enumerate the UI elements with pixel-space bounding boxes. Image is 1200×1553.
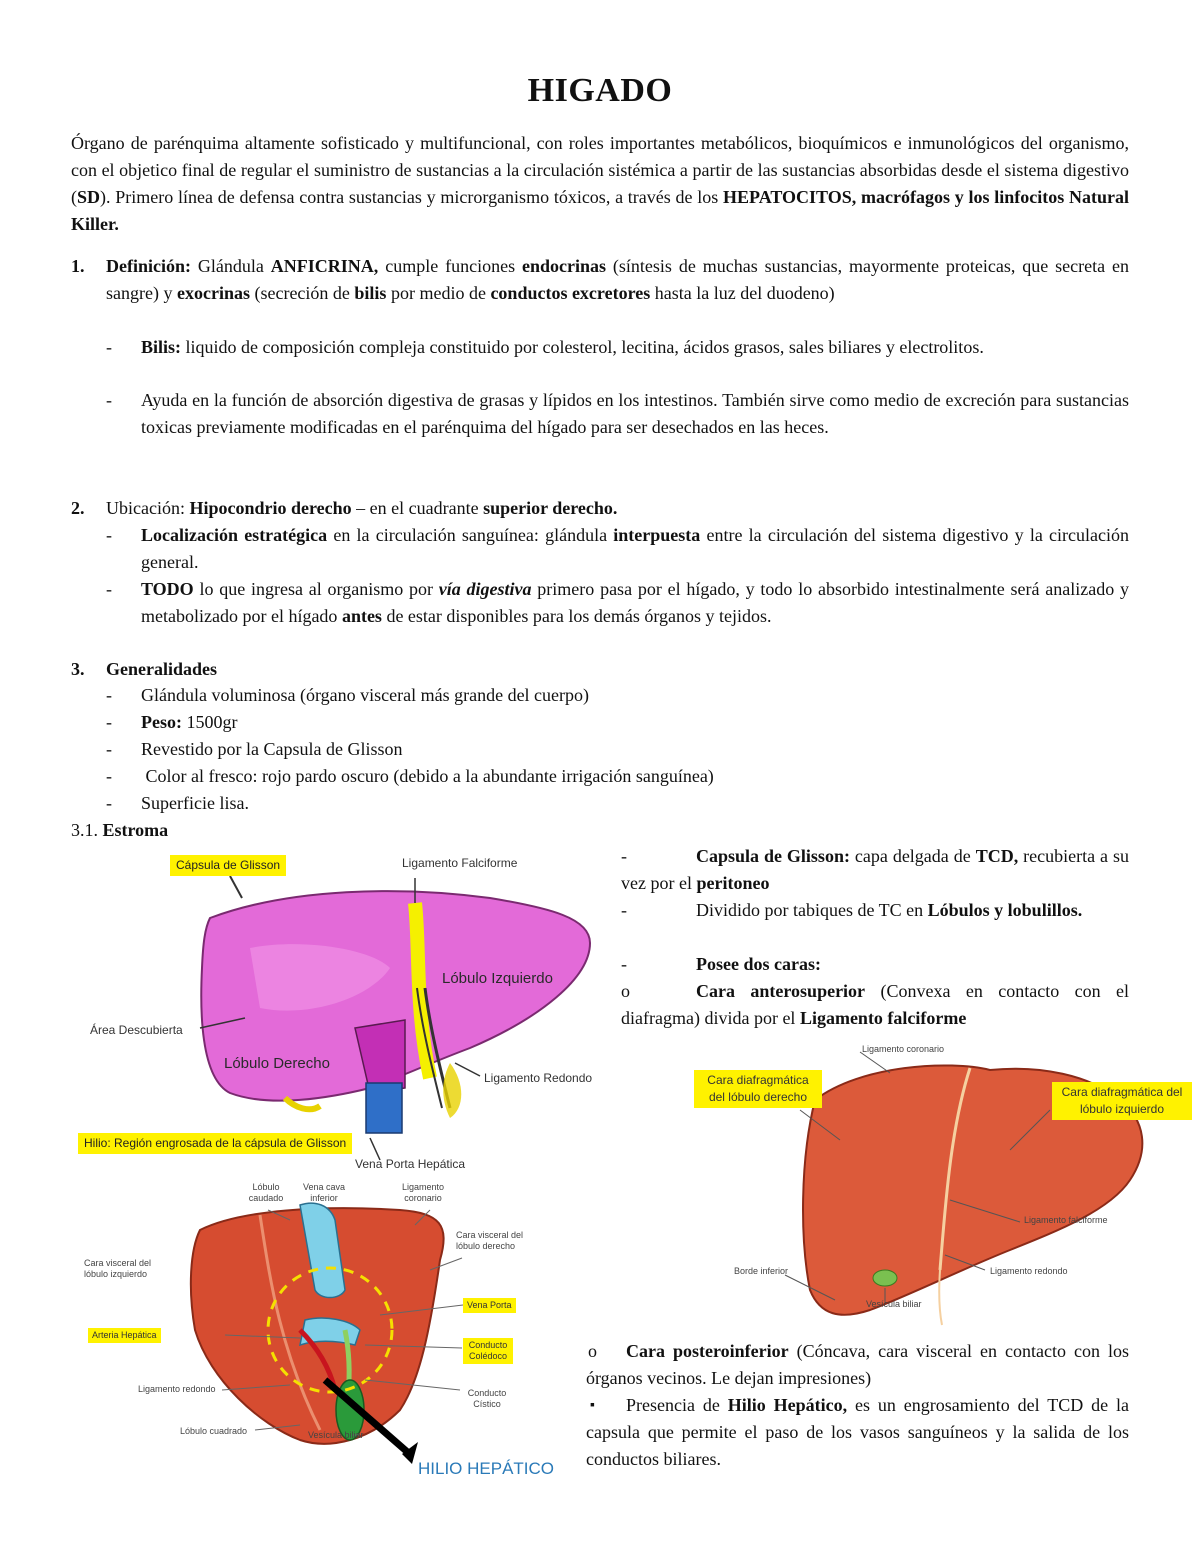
- label-ligamento-redondo-3: Ligamento redondo: [990, 1266, 1068, 1276]
- label-lobulo-izquierdo: Lóbulo Izquierdo: [442, 970, 553, 987]
- label-vena-porta: Vena Porta: [463, 1298, 516, 1313]
- right-dividido: Dividido por tabiques de TC en Lóbulos y lobulillos.: [696, 900, 1083, 920]
- right-cara-anterosuperior: Cara anterosuperior (Convexa en contacto con el diafragma) divida por el Ligamento falciforme: [621, 981, 1129, 1028]
- portal-vein-lower: [366, 1083, 402, 1133]
- label-vena-cava-inferior: Vena cava inferior: [302, 1182, 346, 1203]
- bullet-o: o: [588, 1341, 597, 1361]
- gallbladder-3: [873, 1270, 897, 1286]
- section-3-bullet-3: Revestido por la Capsula de Glisson: [141, 739, 403, 759]
- label-hilio-region: Hilio: Región engrosada de la cápsula de Glisson: [78, 1133, 352, 1154]
- section-1-bullet-bilis: Bilis: liquido de composición compleja constituido por colesterol, lecitina, ácidos grasos, sales biliares y electrolitos.: [141, 337, 984, 357]
- right-hilio-hepatico: Presencia de Hilio Hepático, es un engrosamiento del TCD de la capsula que permite el paso de los vasos sanguíneos y la salida de los conductos biliares.: [586, 1395, 1129, 1469]
- label-arteria-hepatica: Arteria Hepática: [88, 1328, 161, 1343]
- bullet-dash: -: [621, 846, 627, 866]
- bullet-dash: -: [106, 390, 112, 410]
- label-lobulo-cuadrado: Lóbulo cuadrado: [180, 1426, 248, 1436]
- right-dos-caras: Posee dos caras:: [696, 954, 821, 974]
- intro-paragraph: Órgano de parénquima altamente sofisticado y multifuncional, con roles importantes metabólicos, bioquímicos e inmunológicos del organismo, con el objetico final de regular el suministro de sustancias a la circulación sistémica a partir de las sustancias absorbidas desde el sistema digestivo (SD). Primero línea de defensa contra sustancias y microrganismo tóxicos, a través de los HEPATOCITOS, macrófagos y los linfocitos Natural Killer.: [71, 133, 1129, 234]
- bullet-dash: -: [106, 712, 112, 732]
- label-lobulo-derecho: Lóbulo Derecho: [224, 1055, 330, 1072]
- section-2-bullet-localizacion: Localización estratégica en la circulación sanguínea: glándula interpuesta entre la circulación del sistema digestivo y la circulación general.: [141, 525, 1130, 572]
- bullet-o: o: [621, 981, 630, 1001]
- label-ligamento-falciforme-3: Ligamento falciforme: [1024, 1215, 1108, 1225]
- bullet-dash: -: [106, 739, 112, 759]
- label-conducto-coledoco: Conducto Colédoco: [463, 1338, 513, 1364]
- label-borde-inferior: Borde inferior: [734, 1266, 789, 1276]
- section-2-bullet-todo: TODO lo que ingresa al organismo por vía digestiva primero pasa por el hígado, y todo lo absorbido intestinalmente será analizado y metabolizado por el hígado antes de estar disponibles para los demás órganos y tejidos.: [141, 579, 1129, 626]
- bullet-dash: -: [106, 579, 112, 599]
- right-capsula-glisson: Capsula de Glisson: capa delgada de TCD, recubierta a su vez por el peritoneo: [621, 846, 1129, 893]
- bullet-dash: -: [106, 793, 112, 813]
- label-ligamento-coronario-3: Ligamento coronario: [861, 1044, 945, 1054]
- label-cara-diafragmatica-izquierdo: Cara diafragmática del lóbulo izquierdo: [1052, 1082, 1192, 1120]
- label-capsula-glisson: Cápsula de Glisson: [170, 855, 286, 876]
- label-ligamento-coronario-2: Ligamento coronario: [401, 1182, 445, 1203]
- label-cara-diafragmatica-derecho: Cara diafragmática del lóbulo derecho: [694, 1070, 822, 1108]
- label-ligamento-falciforme: Ligamento Falciforme: [402, 856, 518, 870]
- bullet-square: ▪: [590, 1398, 595, 1413]
- section-3-bullet-4: Color al fresco: rojo pardo oscuro (debido a la abundante irrigación sanguínea): [141, 766, 714, 786]
- bullet-dash: -: [106, 337, 112, 357]
- label-conducto-cistico: Conducto Cístico: [467, 1388, 507, 1409]
- bullet-dash: -: [106, 766, 112, 786]
- label-ligamento-redondo-2: Ligamento redondo: [138, 1384, 216, 1394]
- label-vesicula-biliar-3: Vesícula biliar: [866, 1299, 922, 1309]
- label-cara-visceral-izquierdo: Cara visceral del lóbulo izquierdo: [84, 1258, 152, 1279]
- right-cara-posteroinferior: Cara posteroinferior (Cóncava, cara visceral en contacto con los órganos vecinos. Le dejan impresiones): [586, 1341, 1129, 1388]
- section-3-bullet-5: Superficie lisa.: [141, 793, 249, 813]
- section-1-definition: Definición: Glándula ANFICRINA, cumple funciones endocrinas (síntesis de muchas sustancias, mayormente proteicas, que secreta en sangre) y exocrinas (secreción de bilis por medio de conductos excretores hasta la luz del duodeno): [106, 256, 1129, 303]
- bullet-dash: -: [106, 685, 112, 705]
- bullet-dash: -: [621, 900, 627, 920]
- bullet-dash: -: [621, 954, 627, 974]
- liver-anterior-illustration: [70, 848, 610, 1178]
- section-3-number: 3.: [71, 659, 85, 679]
- section-1-bullet-absorcion: Ayuda en la función de absorción digestiva de grasas y lípidos en los intestinos. También sirve como medio de excreción para sustancias toxicas previamente modificadas en el parénquima del hígado para ser desechados en las heces.: [141, 390, 1129, 437]
- section-3-bullet-1: Glándula voluminosa (órgano visceral más grande del cuerpo): [141, 685, 590, 705]
- label-cara-visceral-derecho: Cara visceral del lóbulo derecho: [456, 1230, 524, 1251]
- bullet-dash: -: [106, 525, 112, 545]
- section-3-bullet-peso: Peso: 1500gr: [141, 712, 238, 732]
- section-2-number: 2.: [71, 498, 85, 518]
- section-1-number: 1.: [71, 256, 85, 276]
- label-vena-porta-hepatica: Vena Porta Hepática: [355, 1157, 466, 1171]
- label-ligamento-redondo: Ligamento Redondo: [484, 1071, 593, 1085]
- label-hilio-hepatico: HILIO HEPÁTICO: [418, 1459, 555, 1478]
- label-lobulo-caudado: Lóbulo caudado: [248, 1182, 284, 1203]
- label-area-descubierta: Área Descubierta: [90, 1023, 183, 1037]
- section-2-ubicacion: Ubicación: Hipocondrio derecho – en el cuadrante superior derecho.: [106, 498, 618, 518]
- section-3-1-heading: 3.1. Estroma: [71, 820, 169, 840]
- page-title: HIGADO: [527, 72, 673, 109]
- label-vesicula-biliar-2: Vesícula biliar: [308, 1430, 364, 1440]
- section-3-title: Generalidades: [106, 659, 217, 679]
